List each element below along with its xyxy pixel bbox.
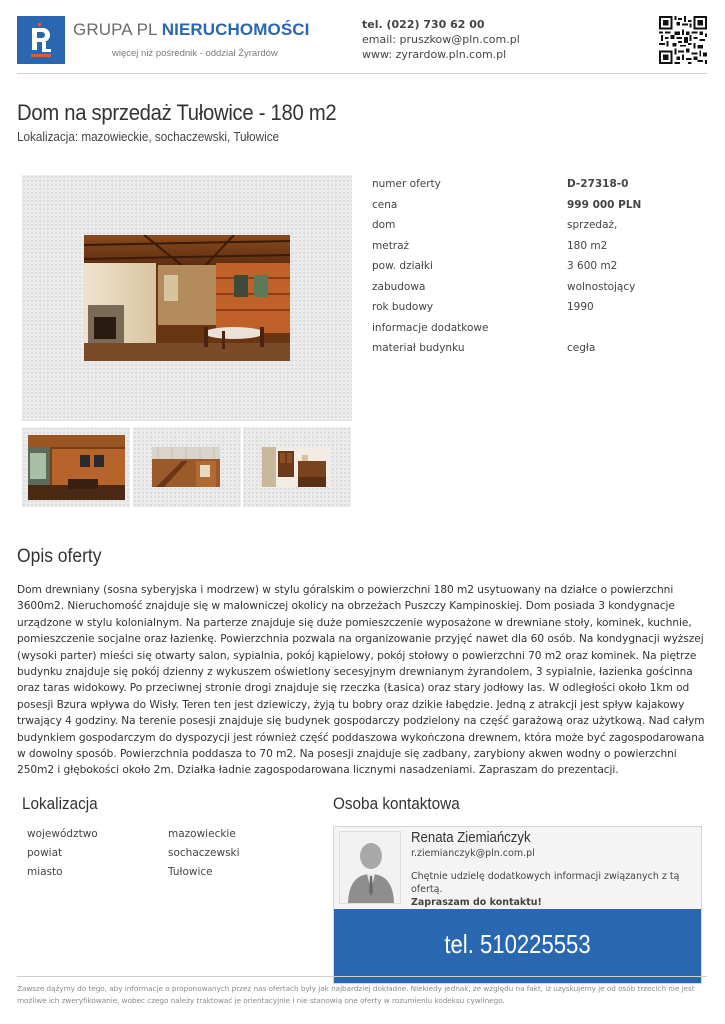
qr-code-icon — [659, 16, 707, 64]
pl-logo-icon — [17, 16, 65, 64]
agent-phone-bar[interactable] — [334, 909, 701, 983]
office-website[interactable]: www: zyrardow.pln.com.pl — [362, 48, 507, 61]
offer-number: D-27318-0 — [567, 178, 629, 190]
office-contact — [362, 17, 520, 62]
thumbnail-1[interactable] — [22, 427, 130, 507]
location-row-voivodeship: województwo mazowieckie — [27, 828, 236, 840]
detail-row-building-type: zabudowa wolnostojący — [372, 280, 636, 293]
agent-email[interactable]: r.ziemianczyk@pln.com.pl — [411, 848, 535, 859]
main-photo[interactable] — [22, 175, 352, 421]
description-heading: Opis oferty — [17, 546, 102, 567]
price: 999 000 PLN — [567, 198, 642, 211]
brand-tagline: więcej niż pośrednik - oddział Żyrardów — [112, 48, 278, 59]
location-row-city: miasto Tułowice — [27, 866, 213, 878]
offer-details-table — [372, 178, 692, 363]
detail-row-plot-area: pow. działki 3 600 m2 — [372, 260, 618, 272]
brand-name: GRUPA PL NIERUCHOMOŚCI — [73, 20, 310, 39]
person-silhouette-icon — [340, 832, 401, 904]
contact-heading: Osoba kontaktowa — [333, 794, 460, 813]
office-email[interactable]: email: pruszkow@pln.com.pl — [362, 33, 520, 46]
listing-title: Dom na sprzedaż Tułowice - 180 m2 — [17, 100, 337, 125]
footer-divider — [17, 976, 707, 977]
footer-disclaimer: Zawsze dążymy do tego, aby informacje o proponowanych przez nas ofertach były jak najbardziej dokładne. Niekiedy jednak, ze względu na fakt, iż uzyskujemy je od osób trzecich nie jest możliwe ich zweryfikowanie, wobec czego należy traktować je orientacyjnie i nie stanowią one oferty w rozumieniu kodeksu cywilnego. — [17, 984, 695, 1005]
detail-row-type: dom sprzedaż, — [372, 219, 618, 231]
agent-note-cta: Zapraszam do kontaktu! — [411, 897, 542, 908]
kitchen-photo — [262, 447, 330, 487]
agent-phone[interactable]: tel. 510225553 — [444, 929, 591, 959]
description-text: Dom drewniany (sosna syberyjska i modrzew) w stylu góralskim o powierzchni 180 m2 usytuowany na działce o powierzchni 3600m2. Nieruchomość znajduje się w malowniczej okolicy na obrzeżach Puszczy Kampinoskiej. Dom posiada 3 kondygnacje urządzone w stylu kolonialnym. Na parterze znajduje się duże pomieszczenie wyposażone w drewniane stoły, kominek, kuchnie, pomieszczenie socjalne oraz łazienkę. Powierzchnia pozwala na organizowanie przyjęć nawet dla 60 osób. Na kondygnacji wyższej (wysoki parter) mieści się otwarty salon, sypialnia, pokój kąpielowy, pokój stołowy o powierzchni 70 m2 oraz kominek. Na piętrze budynku znajduje się pokój dzienny z wykuszem oświetlony secesyjnym drewnianym żyrandolem, 3 sypialnie, łazienka gościnna oraz taras widokowy. Po przeciwnej stronie drogi znajduje się rzeczka (Łasica) oraz stary jodłowy las. W odległości około 1km od posesji Bzura wpływa do Wisły. Teren ten jest dziewiczy, żyją tu bobry oraz dzikie łabędzie. Jedną z atrakcji jest spływ kajakowy trwający 4 godziny. Na terenie posesji znajduje się budynek gospodarczy podzielony na część garażową oraz użytkową. Nad całym budynkiem gospodarczym do dyspozycji jest również część poddaszowa wykończona drewnem, która może być zagospodarowana w dowolny sposób. Powierzchnia poddasza to 70 m2. Na posesji znajduje się zadbany, zarybiony akwen wodny o powierzchni 250m2 i głębokości około 2m. Działka ładnie zagospodarowana licznymi nasadzeniami. Zapraszam do prezentacji. — [17, 584, 705, 777]
location-heading: Lokalizacja — [22, 794, 98, 813]
header-divider — [17, 73, 707, 74]
interior-photo — [84, 235, 290, 361]
detail-row-offer-number: numer oferty D-27318-0 — [372, 178, 692, 199]
detail-row-price: cena 999 000 PLN — [372, 199, 692, 220]
contact-card — [333, 826, 702, 984]
office-phone[interactable]: tel. (022) 730 62 00 — [362, 18, 485, 31]
company-logo — [17, 16, 65, 64]
avatar — [339, 831, 401, 904]
location-table — [27, 828, 240, 885]
thumbnail-3[interactable] — [243, 427, 351, 507]
thumbnail-2[interactable] — [133, 427, 241, 507]
detail-row-additional-info: informacje dodatkowe — [372, 321, 489, 334]
agent-name: Renata Ziemiańczyk — [411, 829, 531, 846]
location-row-county: powiat sochaczewski — [27, 847, 240, 859]
detail-row-area: metraż 180 m2 — [372, 239, 608, 252]
detail-row-year-built: rok budowy 1990 — [372, 301, 594, 313]
detail-row-material: materiał budynku cegła — [372, 342, 596, 354]
listing-location: Lokalizacja: mazowieckie, sochaczewski, Tułowice — [17, 129, 280, 144]
agent-note: Chętnie udzielę dodatkowych informacji związanych z tą ofertą. Zapraszam do kontaktu! — [411, 871, 680, 908]
staircase-photo — [152, 447, 220, 487]
living-room-photo — [28, 435, 125, 500]
